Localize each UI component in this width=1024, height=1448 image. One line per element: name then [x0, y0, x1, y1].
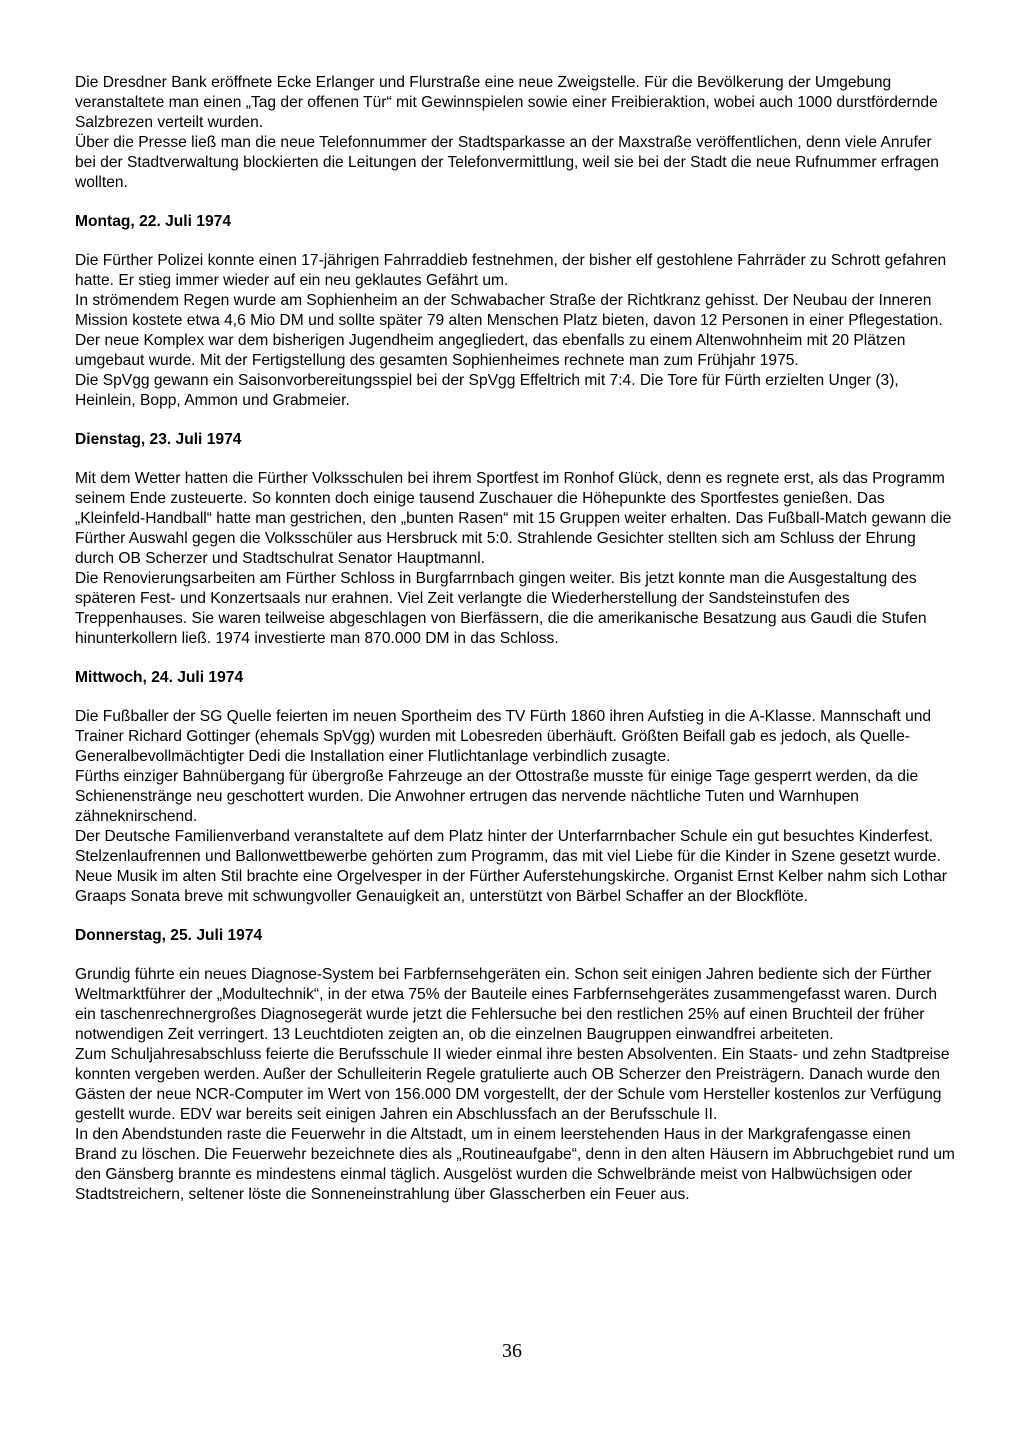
spacer: [75, 907, 955, 926]
spacer: [75, 193, 955, 212]
section-heading-donnerstag: Donnerstag, 25. Juli 1974: [75, 927, 263, 944]
section-montag-paragraph-1: Die Fürther Polizei konnte einen 17-jährigen Fahrraddieb festnehmen, der bisher elf gestohlene Fahrräder zu Schrott gefahren hatte. Er stieg immer wieder auf ein neu geklautes Gefährt um.: [75, 252, 947, 289]
section-montag-paragraph-2: In strömendem Regen wurde am Sophienheim an der Schwabacher Straße der Richtkranz gehisst. Der Neubau der Inneren Mission kostete etwa 4,6 Mio DM und sollte später 79 alten Menschen Platz bieten, davon 12 Personen in einer Pflegestation. Der neue Komplex war dem bisherigen Jugendheim angegliedert, das ebenfalls zu einem Altenwohnheim mit 20 Plätzen umgebaut wurde. Mit der Fertigstellung des gesamten Sophienheimes rechnete man zum Frühjahr 1975.: [75, 292, 943, 369]
section-donnerstag-paragraph-2: Zum Schuljahresabschluss feierte die Berufsschule II wieder einmal ihre besten Absolventen. Ein Staats- und zehn Stadtpreise konnten vergeben werden. Außer der Schulleiterin Regele gratulierte auch OB Scherzer den Preisträgern. Danach wurde den Gästen der neue NCR-Computer im Wert von 156.000 DM vorgestellt, der der Schule vom Hersteller kostenlos zur Verfügung gestellt wurde. EDV war bereits seit einigen Jahren ein Abschlussfach an der Berufsschule II.: [75, 1046, 950, 1123]
section-heading-mittwoch: Mittwoch, 24. Juli 1974: [75, 669, 244, 686]
section-mittwoch-paragraph-3: Der Deutsche Familienverband veranstaltete auf dem Platz hinter der Unterfarrnbacher Schule ein gut besuchtes Kinderfest. Stelzenlaufrennen und Ballonwettbewerbe gehörten zum Programm, das mit viel Liebe für die Kinder in Szene gesetzt wurde.: [75, 828, 941, 865]
section-mittwoch-paragraph-2: Fürths einziger Bahnübergang für übergroße Fahrzeuge an der Ottostraße musste für einige Tage gesperrt werden, da die Schienenstränge neu geschottert wurden. Die Anwohner ertrugen das nervende nächtliche Tuten und Warnhupen zähneknirschend.: [75, 768, 919, 825]
section-dienstag-paragraph-1: Mit dem Wetter hatten die Fürther Volksschulen bei ihrem Sportfest im Ronhof Glück, denn es regnete erst, als das Programm seinem Ende zusteuerte. So konnten doch einige tausend Zuschauer die Höhepunkte des Sportfestes genießen. Das „Kleinfeld-Handball“ hatte man gestrichen, den „bunten Rasen“ mit 15 Gruppen weiter erhalten. Das Fußball-Match gewann die Fürther Auswahl gegen die Volksschüler aus Hersbruck mit 5:0. Strahlende Gesichter stellten sich am Schluss der Ehrung durch OB Scherzer und Stadtschulrat Senator Hauptmannl.: [75, 470, 952, 567]
spacer: [75, 232, 955, 251]
page-number: 36: [502, 1340, 522, 1362]
section-dienstag-paragraph-2: Die Renovierungsarbeiten am Fürther Schloss in Burgfarrnbach gingen weiter. Bis jetzt konnte man die Ausgestaltung des späteren Fest- und Konzertsaals nur erahnen. Viel Zeit verlangte die Wiederherstellung der Sandsteinstufen des Treppenhauses. Sie waren teilweise abgeschlagen von Bierfässern, die die amerikanische Besatzung aus Gaudi die Stufen hinunterkollern ließ. 1974 investierte man 870.000 DM in das Schloss.: [75, 570, 927, 647]
spacer: [75, 450, 955, 469]
section-mittwoch-paragraph-4: Neue Musik im alten Stil brachte eine Orgelvesper in der Fürther Auferstehungskirche. Organist Ernst Kelber nahm sich Lothar Graaps Sonata breve mit schwungvoller Genauigkeit an, unterstützt von Bärbel Schaffer an der Blockflöte.: [75, 868, 947, 905]
spacer: [75, 946, 955, 965]
section-donnerstag-paragraph-3: In den Abendstunden raste die Feuerwehr in die Altstadt, um in einem leerstehenden Haus in der Markgrafengasse einen Brand zu löschen. Die Feuerwehr bezeichnete dies als „Routineaufgabe“, denn in den alten Häusern im Abbruchgebiet rund um den Gänsberg brannte es mindestens einmal täglich. Ausgelöst wurden die Schwelbrände meist von Halbwüchsigen oder Stadtstreichern, seltener löste die Sonneneinstrahlung über Glasscherben ein Feuer aus.: [75, 1126, 955, 1203]
section-heading-montag: Montag, 22. Juli 1974: [75, 213, 231, 230]
spacer: [75, 649, 955, 668]
spacer: [75, 688, 955, 707]
section-mittwoch-paragraph-1: Die Fußballer der SG Quelle feierten im neuen Sportheim des TV Fürth 1860 ihren Aufstieg in die A-Klasse. Mannschaft und Trainer Richard Gottinger (ehemals SpVgg) wurden mit Lobesreden überhäuft. Größten Beifall gab es jedoch, als Quelle-Generalbevollmächtigter Dedi die Installation einer Flutlichtanlage verbindlich zusagte.: [75, 708, 932, 765]
section-heading-dienstag: Dienstag, 23. Juli 1974: [75, 431, 242, 448]
section-donnerstag-paragraph-1: Grundig führte ein neues Diagnose-System bei Farbfernsehgeräten ein. Schon seit einigen Jahren bediente sich der Fürther Weltmarktführer der „Modultechnik“, in der etwa 75% der Bauteile eines Farbfernsehgerätes zusammengefasst waren. Durch ein taschenrechnergroßes Diagnosegerät wurde jetzt die Fehlersuche bei den restlichen 25% auf einen Bruchteil der früher notwendigen Zeit verringert. 13 Leuchtdioten zeigten an, ob die einzelnen Baugruppen einwandfrei arbeiteten.: [75, 966, 938, 1043]
intro-paragraph-2: Über die Presse ließ man die neue Telefonnummer der Stadtsparkasse an der Maxstraße veröffentlichen, denn viele Anrufer bei der Stadtverwaltung blockierten die Leitungen der Telefonvermittlung, weil sie bei der Stadt die neue Rufnummer erfragen wollten.: [75, 134, 939, 191]
intro-paragraph-1: Die Dresdner Bank eröffnete Ecke Erlanger und Flurstraße eine neue Zweigstelle. Für die Bevölkerung der Umgebung veranstaltete man einen „Tag der offenen Tür“ mit Gewinnspielen sowie einer Freibieraktion, wobei auch 1000 durstfördernde Salzbrezen verteilt wurden.: [75, 74, 938, 131]
document-page: [75, 73, 955, 1205]
spacer: [75, 411, 955, 430]
section-montag-paragraph-3: Die SpVgg gewann ein Saisonvorbereitungsspiel bei der SpVgg Effeltrich mit 7:4. Die Tore für Fürth erzielten Unger (3), Heinlein, Bopp, Ammon und Grabmeier.: [75, 372, 899, 409]
